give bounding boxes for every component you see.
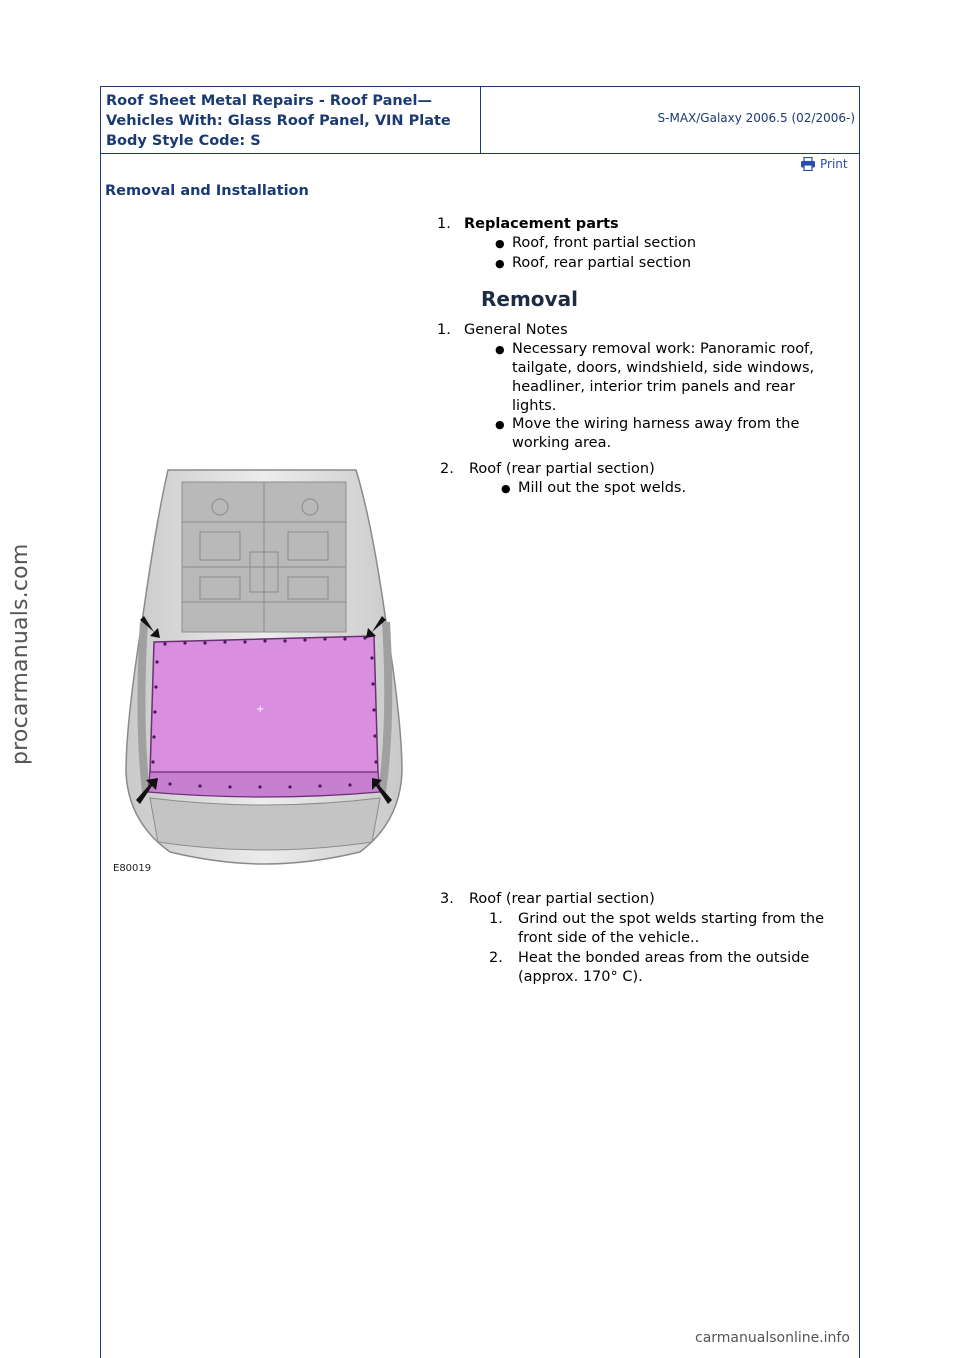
step-1-bullet-1-line-2: tailgate, doors, windshield, side windows,	[512, 360, 815, 376]
figure-label: E80019	[113, 863, 152, 874]
title-line-2: Vehicles With: Glass Roof Panel, VIN Plate	[106, 113, 451, 129]
step-3-sub-2-line-2: (approx. 170° C).	[518, 969, 643, 985]
step-3-number: 3.	[440, 891, 454, 907]
replacement-number: 1.	[437, 216, 451, 232]
print-label: Print	[820, 157, 848, 171]
document-header	[100, 86, 860, 154]
step-3-sub-1-line-2: front side of the vehicle..	[518, 930, 700, 946]
svg-text:+: +	[256, 704, 265, 715]
step-3-sub-1-number: 1.	[489, 911, 503, 927]
document-title	[106, 91, 478, 151]
step-1-title: General Notes	[464, 322, 568, 338]
roof-illustration	[110, 462, 420, 882]
step-1-bullet-1-line-1: Necessary removal work: Panoramic roof,	[512, 341, 814, 357]
step-2-title: Roof (rear partial section)	[469, 461, 655, 477]
step-3-sub-2-line-1: Heat the bonded areas from the outside	[518, 950, 810, 966]
bullet-icon: ●	[495, 418, 505, 431]
footer-watermark: carmanualsonline.info	[695, 1330, 850, 1346]
replacement-item-2: Roof, rear partial section	[512, 255, 692, 271]
step-3-sub-1-line-1: Grind out the spot welds starting from the	[518, 911, 825, 927]
replacement-item-1: Roof, front partial section	[512, 235, 697, 251]
printer-icon	[800, 157, 816, 171]
removal-heading: Removal	[481, 287, 578, 311]
header-divider	[480, 87, 481, 153]
model-info: S-MAX/Galaxy 2006.5 (02/2006-)	[657, 111, 855, 125]
step-1-number: 1.	[437, 322, 451, 338]
side-watermark: procarmanuals.com	[8, 543, 33, 765]
print-button[interactable]	[800, 157, 848, 171]
step-3-sub-2-number: 2.	[489, 950, 503, 966]
step-2-number: 2.	[440, 461, 454, 477]
bullet-icon: ●	[495, 343, 505, 356]
replacement-title: Replacement parts	[464, 216, 619, 232]
step-2-bullet-1: Mill out the spot welds.	[518, 480, 687, 496]
step-1-bullet-1-line-4: lights.	[512, 398, 557, 414]
bullet-icon: ●	[495, 257, 505, 270]
title-line-3: Body Style Code: S	[106, 133, 261, 149]
step-1-bullet-1-line-3: headliner, interior trim panels and rear	[512, 379, 795, 395]
step-1-bullet-2-line-2: working area.	[512, 435, 612, 451]
section-title: Removal and Installation	[105, 183, 309, 199]
step-3-title: Roof (rear partial section)	[469, 891, 655, 907]
step-1-bullet-2-line-1: Move the wiring harness away from the	[512, 416, 800, 432]
bullet-icon: ●	[495, 237, 505, 250]
title-line-1: Roof Sheet Metal Repairs - Roof Panel—	[106, 93, 432, 109]
bullet-icon: ●	[501, 482, 511, 495]
